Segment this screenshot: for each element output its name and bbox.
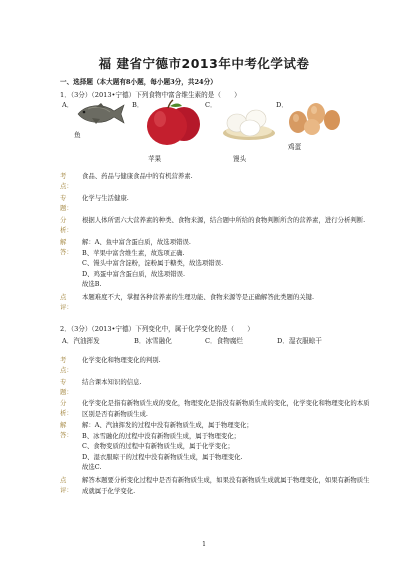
dianping-label: 点评： xyxy=(60,293,73,311)
apple-caption: 苹果 xyxy=(148,155,162,163)
q2-fenxi: 化学变化是指有新物质生成的变化，物理变化是指没有新物质生成的变化，化学变化和物理变化的本质区别是否有新物质生成. xyxy=(82,399,370,418)
q1-jieda: 解：A、鱼中富含蛋白质，故选项错误. B、苹果中富含维生素，故选项正确. C、馒头中富含淀粉，淀粉属于糖类，故选项错误. D、鸡蛋中富含蛋白质，故选项错误. 故选B. xyxy=(82,238,224,288)
fish-image xyxy=(74,101,126,127)
dianping-label: 点评： xyxy=(60,476,73,494)
eggs-image xyxy=(286,101,342,135)
q1-option-b-label: B． xyxy=(132,101,144,109)
jieda-label: 解答： xyxy=(60,421,73,439)
q2-jieda: 解：A、汽油挥发的过程中没有新物质生成，属于物理变化； B、冰雪融化的过程中没有新物质生成，属于物理变化； C、食物变质的过程中有新物质生成，属于化学变化； D、湿衣服晾干的过程中没有新物质生成，属于物理变化. 故选C. xyxy=(82,421,253,471)
q2-kaodian: 化学变化和物理变化的判别. xyxy=(82,356,161,364)
fenxi-label: 分析： xyxy=(60,216,73,234)
q2-zhuanti: 结合课本知识的信息. xyxy=(82,378,142,386)
q1-zhuanti: 化学与生活健康. xyxy=(82,194,129,202)
q1-fenxi: 根据人体所需六大营养素的种类、食物来源，结合题中所给的食物判断所含的营养素，进行分析判断. xyxy=(82,216,366,224)
zhuanti-label: 专题： xyxy=(60,194,73,212)
jieda-label: 解答： xyxy=(60,238,73,256)
q1-kaodian: 食品、药品与健康食品中的有机营养素. xyxy=(82,172,193,180)
q2-dianping: 解答本题要分析变化过程中是否有新物质生成，如果没有新物质生成就属于物理变化，如果有新物质生成就属于化学变化. xyxy=(82,476,370,495)
apple-image xyxy=(144,99,202,147)
exam-title: 福 建省宁德市2013年中考化学试卷 xyxy=(98,56,310,71)
q2-option-c: C．食物腐烂 xyxy=(205,337,244,345)
q2-option-a: A．汽油挥发 xyxy=(62,337,100,345)
kaodian-label: 考点： xyxy=(60,356,73,374)
q1-option-a-label: A． xyxy=(62,101,74,109)
question-2-stem: 2．（3分）（2013•宁德）下列变化中，属于化学变化的是（ ） xyxy=(60,325,254,333)
question-1-stem: 1．（3分）（2013•宁德）下列食物中富含维生素的是（ ） xyxy=(60,91,241,99)
q1-dianping: 本题难度不大，掌握各种营养素的生理功能、食物来源等是正确解答此类题的关键. xyxy=(82,293,315,301)
steamed-bun-image xyxy=(222,101,276,141)
egg-caption: 鸡蛋 xyxy=(288,143,302,151)
fenxi-label: 分析： xyxy=(60,399,73,417)
q1-option-d-label: D． xyxy=(276,101,288,109)
q2-option-d: D．湿衣服晾干 xyxy=(277,337,322,345)
q2-option-b: B．冰雪融化 xyxy=(134,337,172,345)
zhuanti-label: 专题： xyxy=(60,378,73,396)
fish-caption: 鱼 xyxy=(74,131,81,139)
page-number: 1 xyxy=(202,541,206,548)
kaodian-label: 考点： xyxy=(60,172,73,190)
q1-option-c-label: C． xyxy=(205,101,217,109)
section-heading: 一、选择题（本大题有8小题，每小题3分，共24分） xyxy=(60,78,217,86)
bun-caption: 馒头 xyxy=(233,155,247,163)
